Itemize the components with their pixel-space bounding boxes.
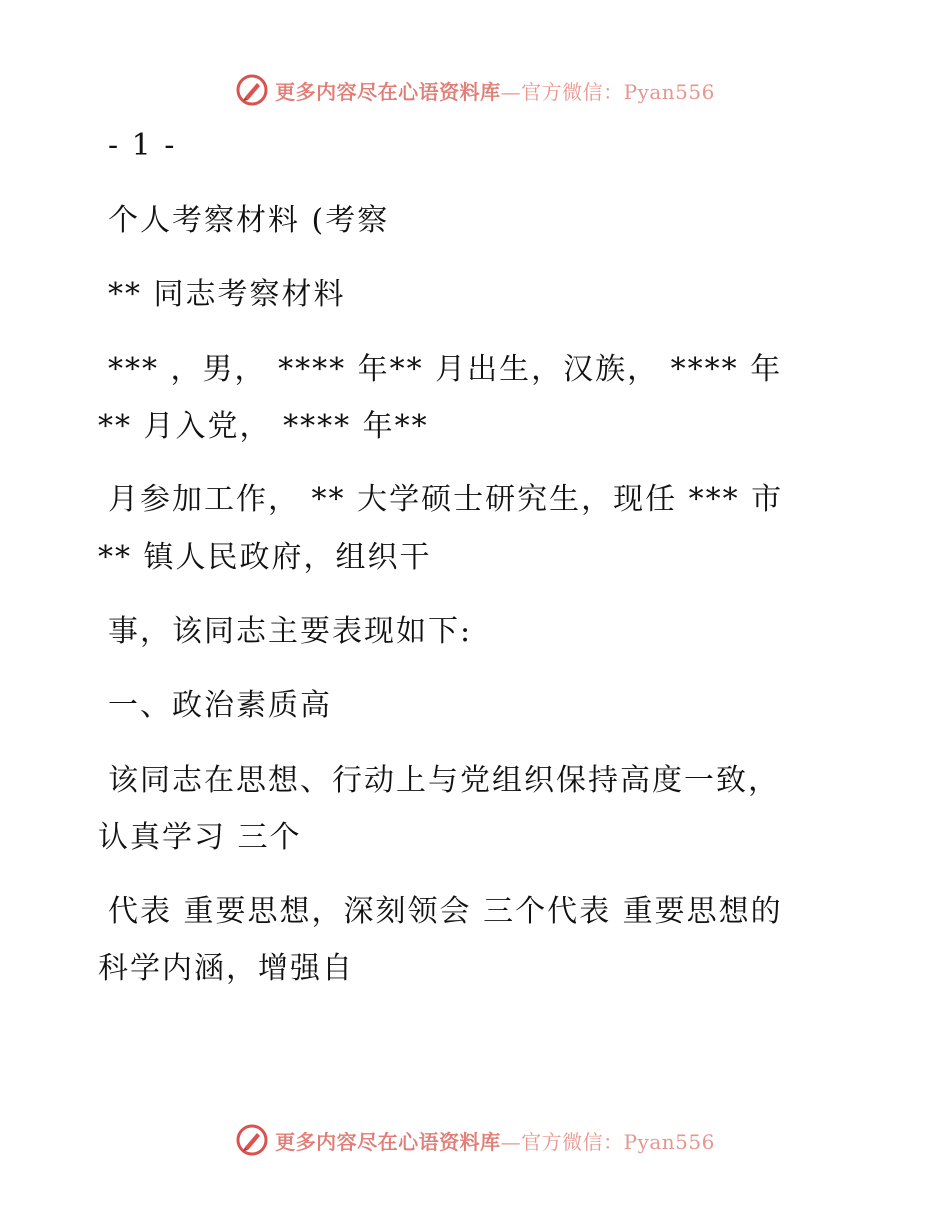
text-line-12: 科学内涵，增强自 xyxy=(98,951,354,986)
text-line-9: 该同志在思想、行动上与党组织保持高度一致， xyxy=(108,763,780,798)
text-line-2: ** 同志考察材料 xyxy=(108,277,346,312)
section-heading: 一、政治素质高 xyxy=(108,688,332,723)
watermark-text xyxy=(275,76,715,105)
watermark-header xyxy=(0,70,950,110)
watermark-contact: —官方微信：Pyan556 xyxy=(500,79,715,104)
text-line-5: 月参加工作， ** 大学硕士研究生，现任 *** 市 xyxy=(108,482,784,517)
watermark-brand: 更多内容尽在心语资料库 xyxy=(275,1129,501,1154)
text-line-6: ** 镇人民政府，组织干 xyxy=(98,540,432,575)
text-line-1: 个人考察材料 (考察 xyxy=(108,203,390,238)
page-number: - 1 - xyxy=(108,128,177,163)
watermark-contact: —官方微信：Pyan556 xyxy=(500,1129,715,1154)
watermark-group xyxy=(235,1123,715,1157)
watermark-brand: 更多内容尽在心语资料库 xyxy=(275,79,501,104)
pen-logo-icon xyxy=(235,73,269,107)
text-line-7: 事，该同志主要表现如下: xyxy=(108,614,473,649)
watermark-text xyxy=(275,1126,715,1155)
text-line-11: 代表 重要思想，深刻领会 三个代表 重要思想的 xyxy=(108,894,783,929)
text-line-3: *** ，男， **** 年** 月出生，汉族， **** 年 xyxy=(108,352,783,387)
text-line-4: ** 月入党， **** 年** xyxy=(98,409,429,444)
text-line-10: 认真学习 三个 xyxy=(98,820,302,855)
watermark-group xyxy=(235,73,715,107)
pen-logo-icon xyxy=(235,1123,269,1157)
watermark-footer xyxy=(0,1120,950,1160)
